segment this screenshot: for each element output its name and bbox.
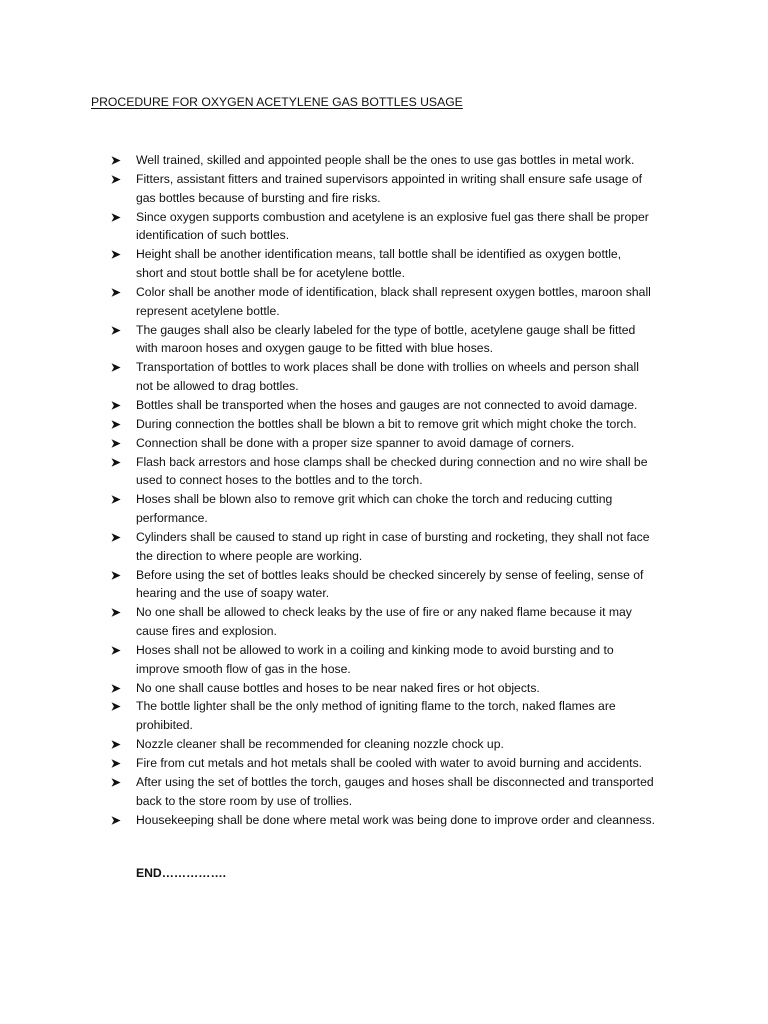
list-item-line: Well trained, skilled and appointed people shall be the ones to use gas bottles in metal work. [136,153,635,167]
procedure-list [111,151,686,829]
list-item-line: Bottles shall be transported when the hoses and gauges are not connected to avoid damage. [136,397,638,412]
list-item [111,170,686,208]
list-item [111,321,686,359]
list-item [111,528,686,566]
list-item [111,566,686,604]
arrowhead-bullet-icon [111,571,121,580]
list-item-line: No one shall be allowed to check leaks by the use of fire or any naked flame because it may [136,605,632,620]
list-item [111,641,686,679]
list-item-line: Before using the set of bottles leaks should be checked sincerely by sense of feeling, sense of [136,567,644,582]
list-item-line: Hoses shall be blown also to remove grit which can choke the torch and reducing cutting [136,492,613,507]
list-item-line: Cylinders shall be caused to stand up right in case of bursting and rocketing, they shall not face [136,529,650,544]
list-item-line: Fitters, assistant fitters and trained supervisors appointed in writing shall ensure safe usage of [136,171,643,186]
list-item [111,434,686,453]
arrowhead-bullet-icon [111,684,121,693]
list-item-line: Transportation of bottles to work places shall be done with trollies on wheels and person shall [136,360,639,375]
list-item-line: Fire from cut metals and hot metals shall be cooled with water to avoid burning and accidents. [136,756,643,770]
list-item [111,358,686,396]
arrowhead-bullet-icon [111,816,121,825]
list-item [111,151,686,170]
list-item-line: No one shall cause bottles and hoses to be near naked fires or hot objects. [136,680,540,695]
arrowhead-bullet-icon [111,740,121,749]
arrowhead-bullet-icon [111,458,121,467]
list-item [111,754,686,773]
list-item [111,415,686,434]
list-item-line: performance. [136,511,208,526]
list-item-line: cause fires and explosion. [136,624,277,639]
arrowhead-bullet-icon [111,778,121,787]
list-item-line: not be allowed to drag bottles. [136,379,299,394]
list-item-line: Since oxygen supports combustion and acetylene is an explosive fuel gas there shall be proper [136,209,649,224]
list-item-line: used to connect hoses to the bottles and to the torch. [136,473,423,488]
arrowhead-bullet-icon [111,495,121,504]
list-item-line: improve smooth flow of gas in the hose. [136,661,351,676]
arrowhead-bullet-icon [111,363,121,372]
list-item-line: represent acetylene bottle. [136,303,280,318]
arrowhead-bullet-icon [111,213,121,222]
list-item-line: Color shall be another mode of identification, black shall represent oxygen bottles, maroon shall [136,284,651,299]
list-item-line: Hoses shall not be allowed to work in a coiling and kinking mode to avoid bursting and to [136,642,614,657]
list-item-line: During connection the bottles shall be blown a bit to remove grit which might choke the torch. [136,416,637,431]
list-item [111,811,686,830]
end-marker: END……………. [136,866,227,880]
arrowhead-bullet-icon [111,439,121,448]
arrowhead-bullet-icon [111,646,121,655]
list-item [111,283,686,321]
list-item [111,245,686,283]
arrowhead-bullet-icon [111,702,121,711]
arrowhead-bullet-icon [111,401,121,410]
list-item-line: Housekeeping shall be done where metal work was being done to improve order and cleanness. [136,812,655,827]
list-item-line: The gauges shall also be clearly labeled for the type of bottle, acetylene gauge shall be fitted [136,322,636,337]
list-item-line: Height shall be another identification means, tall bottle shall be identified as oxygen bottle, [136,247,622,262]
arrowhead-bullet-icon [111,156,121,165]
arrowhead-bullet-icon [111,175,121,184]
list-item [111,679,686,698]
arrowhead-bullet-icon [111,533,121,542]
list-item-line: back to the store room by use of trollies. [136,793,353,808]
list-item-line: identification of such bottles. [136,228,290,243]
list-item-line: Connection shall be done with a proper size spanner to avoid damage of corners. [136,435,575,450]
list-item [111,453,686,491]
arrowhead-bullet-icon [111,608,121,617]
list-item [111,396,686,415]
list-item [111,735,686,754]
list-item-line: prohibited. [136,718,193,733]
list-item [111,603,686,641]
arrowhead-bullet-icon [111,420,121,429]
list-item-line: Nozzle cleaner shall be recommended for cleaning nozzle chock up. [136,737,504,752]
arrowhead-bullet-icon [111,250,121,259]
list-item [111,773,686,811]
arrowhead-bullet-icon [111,326,121,335]
list-item-line: with maroon hoses and oxygen gauge to be fitted with blue hoses. [136,341,494,356]
list-item-line: After using the set of bottles the torch, gauges and hoses shall be disconnected and transported [136,774,654,789]
list-item [111,697,686,735]
list-item-line: short and stout bottle shall be for acetylene bottle. [136,266,405,281]
list-item-line: the direction to where people are working. [136,548,363,563]
list-item-line: gas bottles because of bursting and fire risks. [136,190,381,205]
arrowhead-bullet-icon [111,759,121,768]
list-item-line: Flash back arrestors and hose clamps shall be checked during connection and no wire shall be [136,454,648,469]
list-item-line: hearing and the use of soapy water. [136,586,330,601]
page-title: PROCEDURE FOR OXYGEN ACETYLENE GAS BOTTLES USAGE [91,95,463,109]
list-item-line: The bottle lighter shall be the only method of igniting flame to the torch, naked flames are [136,699,616,714]
list-item [111,208,686,246]
arrowhead-bullet-icon [111,288,121,297]
list-item [111,490,686,528]
